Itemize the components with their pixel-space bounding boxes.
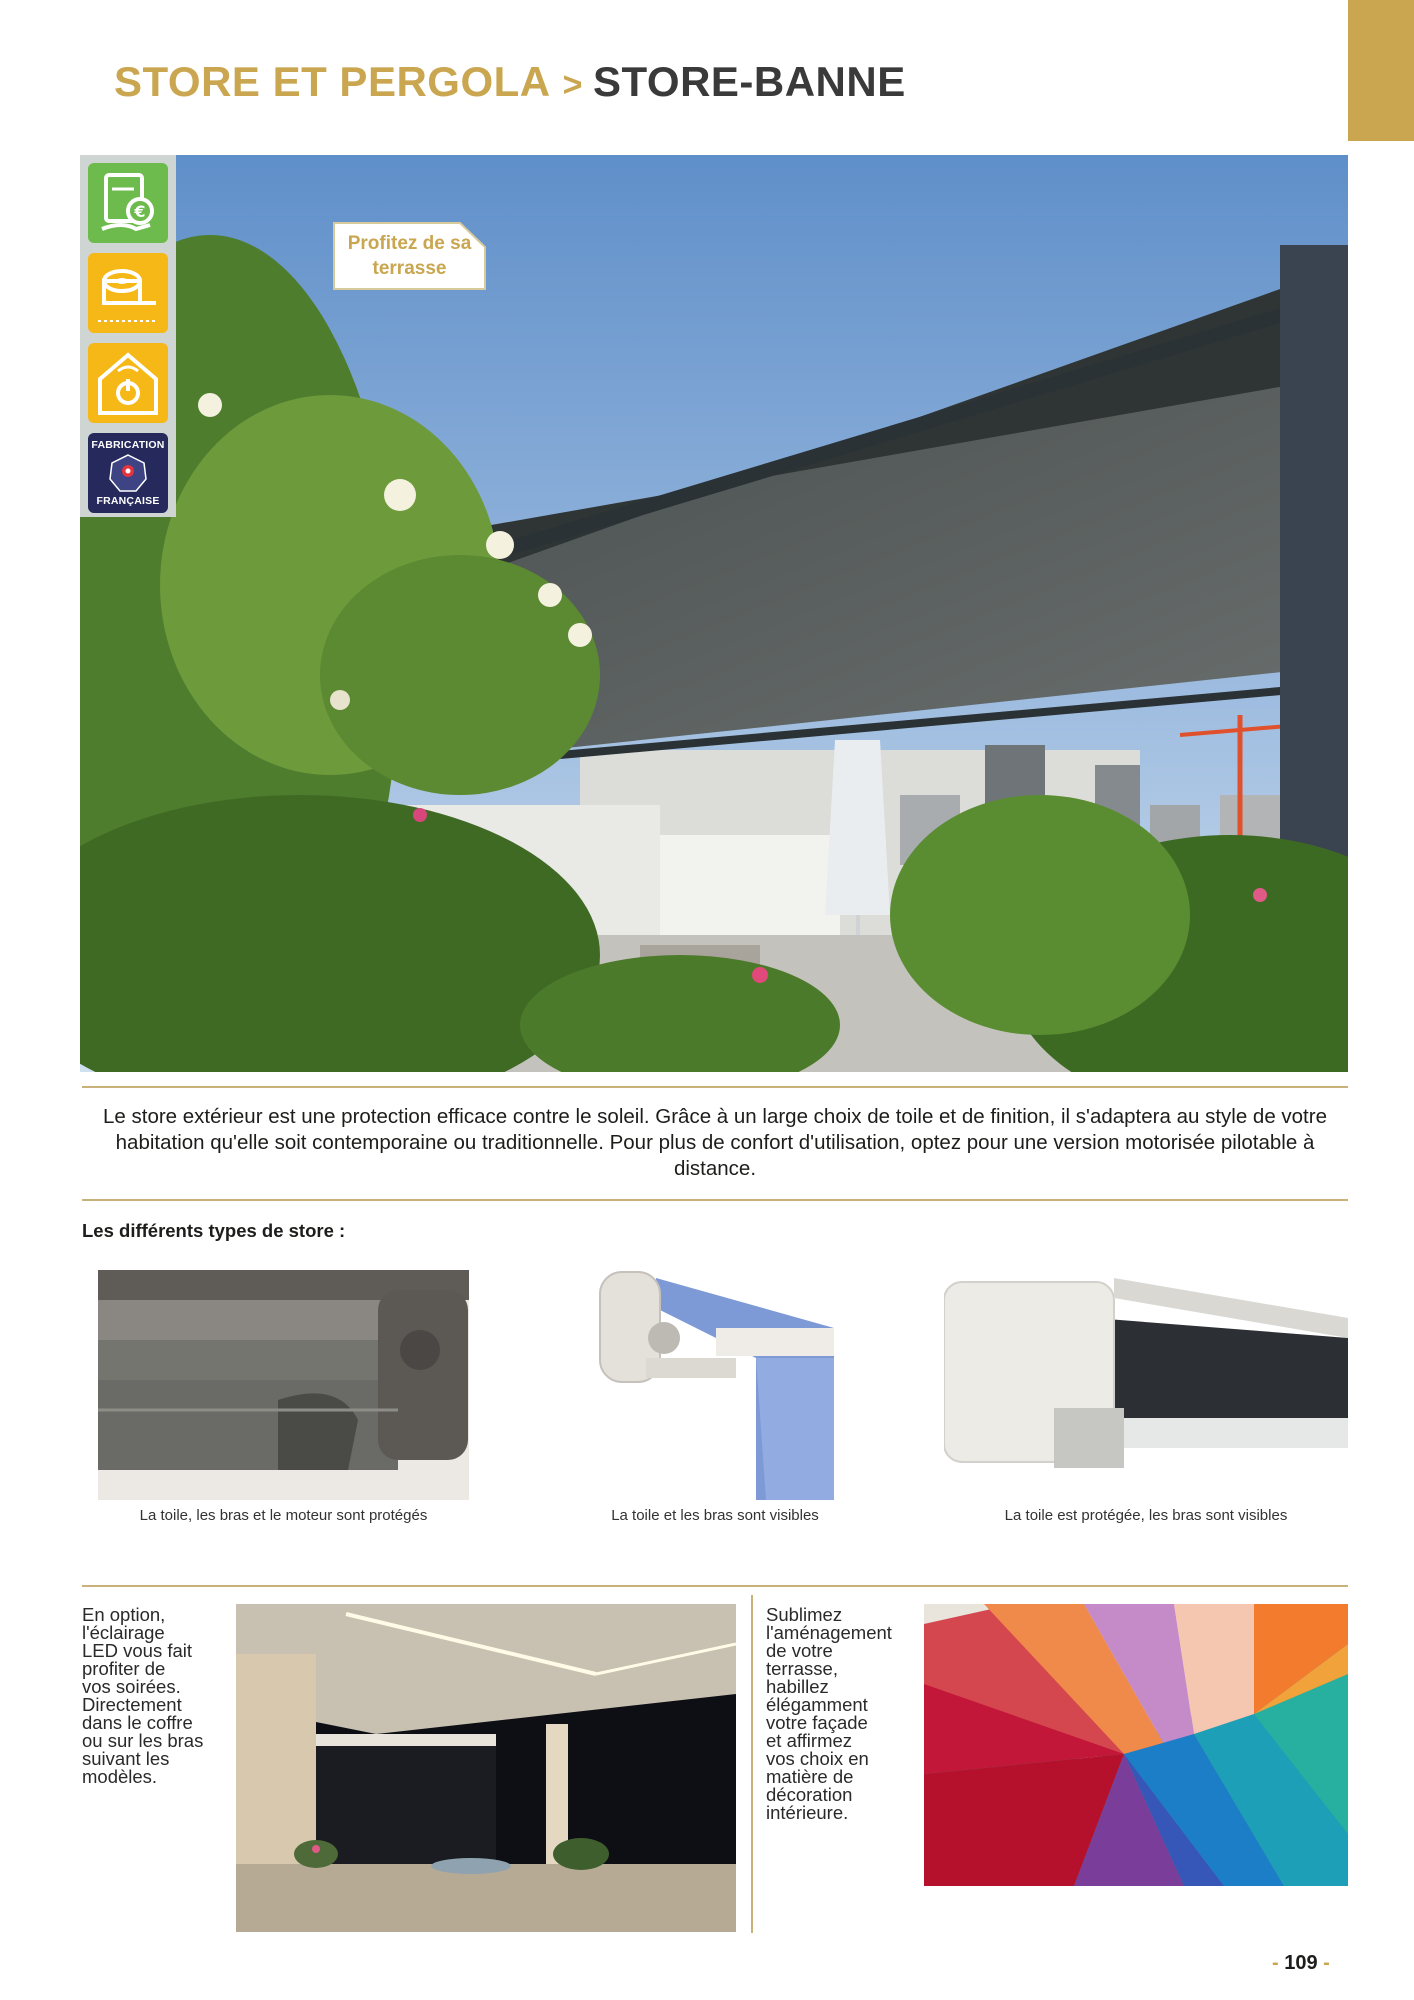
feature-badges [80, 155, 176, 517]
fabric-text-line: intérieure. [766, 1802, 849, 1823]
page-number-dash: - [1272, 1952, 1279, 1974]
page-number-dash: - [1323, 1952, 1330, 1974]
fabric-text-line: Sublimez [766, 1604, 843, 1625]
badge-fabrication-text: FABRICATION [91, 439, 165, 451]
page-title [114, 52, 906, 112]
led-text-line: ou sur les bras [82, 1730, 204, 1751]
led-option-text [82, 1606, 222, 1786]
measuring-tape-icon [88, 253, 168, 333]
made-in-france-icon [88, 433, 168, 513]
cassette-awning-image [98, 1270, 469, 1500]
types-heading: Les différents types de store : [82, 1220, 346, 1241]
led-text-line: LED vous fait [82, 1640, 193, 1661]
page-number-value: 109 [1284, 1952, 1318, 1974]
fabric-text-line: de votre [766, 1640, 833, 1661]
title-category: STORE ET PERGOLA [114, 58, 551, 105]
led-text-line: l'éclairage [82, 1622, 165, 1643]
led-text-line: vos soirées. [82, 1676, 181, 1697]
divider [82, 1199, 1348, 1201]
fabric-text-line: élégamment [766, 1694, 868, 1715]
badge-francaise-text: FRANÇAISE [96, 495, 160, 507]
fabric-text-line: habillez [766, 1676, 829, 1697]
fabric-text-line: l'aménagement [766, 1622, 892, 1643]
intro-paragraph: Le store extérieur est une protection efficace contre le soleil. Grâce à un large choix de toile et de finition, il s'adaptera au style de votre habitation qu'elle soit contemporaine ou traditionnelle. Pour plus de confort d'utilisation, optez pour une version motorisée pilotable à distance. [103, 1105, 1327, 1180]
fabric-text-line: décoration [766, 1784, 853, 1805]
column-divider [751, 1595, 753, 1933]
fabric-swatches-photo [924, 1604, 1348, 1886]
fabric-text-line: vos choix en [766, 1748, 869, 1769]
hero-awning-photo [80, 155, 1348, 1072]
page-number [1272, 1952, 1330, 1975]
led-text-line: Directement [82, 1694, 182, 1715]
fabric-text-line: matière de [766, 1766, 854, 1787]
terrace-tag [332, 221, 487, 291]
led-text-line: profiter de [82, 1658, 166, 1679]
title-separator: > [562, 65, 583, 104]
fabric-text-line: votre façade [766, 1712, 868, 1733]
led-text-line: suivant les [82, 1748, 170, 1769]
type-caption: La toile, les bras et le moteur sont protégés [139, 1507, 428, 1524]
financing-document-euro-icon [88, 163, 168, 243]
led-text-line: modèles. [82, 1766, 158, 1787]
open-awning-image [596, 1268, 834, 1500]
terrace-tag-text: Profitez de sa terrasse [347, 233, 472, 279]
home-automation-power-icon [88, 343, 168, 423]
svg-text:€: € [134, 202, 146, 221]
fabric-text-line: et affirmez [766, 1730, 853, 1751]
fabric-text-line: terrasse, [766, 1658, 838, 1679]
title-subcategory: STORE-BANNE [592, 58, 906, 105]
gold-corner-tab [1348, 0, 1414, 141]
fabric-option-text [766, 1606, 916, 1822]
led-text-line: En option, [82, 1604, 166, 1625]
semi-cassette-awning-image [944, 1278, 1348, 1490]
led-text-line: dans le coffre [82, 1712, 193, 1733]
divider [82, 1585, 1348, 1587]
led-lighting-photo [236, 1604, 736, 1932]
type-caption: La toile et les bras sont visibles [611, 1507, 819, 1524]
type-caption: La toile est protégée, les bras sont visibles [1004, 1507, 1288, 1524]
divider [82, 1086, 1348, 1088]
